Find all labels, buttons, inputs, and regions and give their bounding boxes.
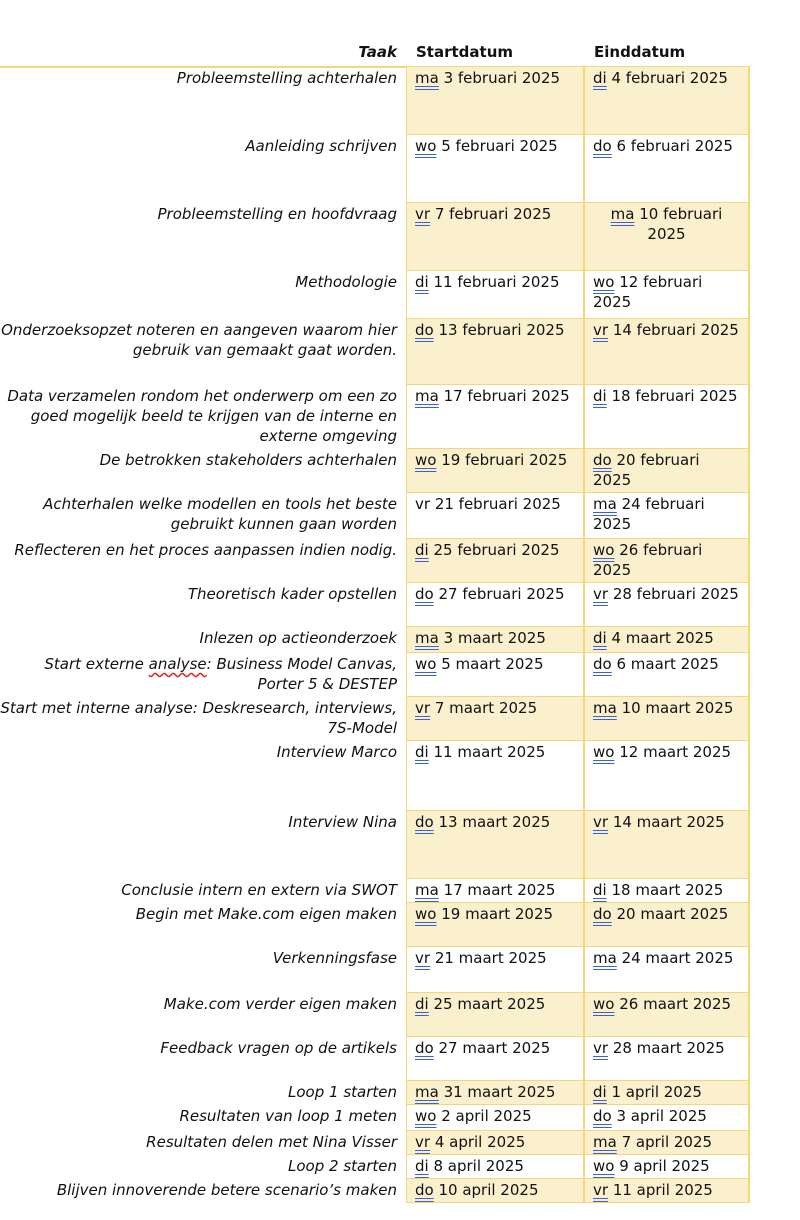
end-date: 24 februari 2025 — [593, 495, 705, 533]
task-cell[interactable]: Onderzoeksopzet noteren en aangeven waarom hier gebruik van gemaakt gaat worden. — [1, 321, 397, 359]
end-date-cell[interactable] — [583, 1155, 750, 1179]
start-date: 17 februari 2025 — [438, 387, 570, 405]
table-row — [0, 1037, 750, 1081]
end-day: do — [593, 905, 612, 923]
end-date-cell[interactable] — [583, 135, 750, 203]
end-date: 10 februari 2025 — [634, 205, 723, 243]
start-date: 11 februari 2025 — [428, 273, 560, 291]
end-date-cell[interactable] — [583, 1037, 750, 1081]
start-day: wo — [415, 137, 437, 155]
start-date-cell[interactable] — [406, 1105, 584, 1131]
header-einddatum: Einddatum — [594, 43, 686, 61]
task-cell[interactable]: De betrokken stakeholders achterhalen — [99, 451, 397, 469]
start-date: 27 maart 2025 — [433, 1039, 551, 1057]
task-cell[interactable]: Interview Nina — [288, 813, 397, 831]
table-row — [0, 697, 750, 741]
end-date: 26 februari 2025 — [593, 541, 703, 579]
table-row — [0, 627, 750, 653]
end-day: do — [593, 655, 612, 673]
start-date-cell[interactable] — [406, 811, 584, 879]
end-date: 14 februari 2025 — [608, 321, 739, 339]
end-date: 20 maart 2025 — [611, 905, 729, 923]
end-day: vr — [593, 585, 609, 603]
task-cell[interactable]: Loop 2 starten — [288, 1157, 397, 1175]
start-day: di — [415, 541, 429, 559]
end-date: 7 april 2025 — [616, 1133, 713, 1151]
table-row — [0, 203, 750, 271]
start-date: 25 maart 2025 — [428, 995, 546, 1013]
start-date-cell[interactable] — [406, 1131, 584, 1155]
task-cell[interactable]: Start externe analyse: Business Model Canvas, Porter 5 & DESTEP — [44, 655, 397, 693]
start-date: 27 februari 2025 — [433, 585, 565, 603]
task-cell[interactable]: Resultaten delen met Nina Visser — [146, 1133, 397, 1151]
start-date: 8 april 2025 — [428, 1157, 524, 1175]
end-date-cell[interactable] — [583, 811, 750, 879]
end-date-cell[interactable] — [583, 993, 750, 1037]
start-date-cell[interactable] — [406, 385, 584, 449]
table-row — [0, 879, 750, 903]
table-row — [0, 1105, 750, 1131]
task-cell[interactable]: Loop 1 starten — [288, 1083, 397, 1101]
table-row — [0, 539, 750, 583]
end-date-cell[interactable] — [583, 653, 750, 697]
task-cell[interactable]: Make.com verder eigen maken — [163, 995, 397, 1013]
start-date-cell[interactable] — [406, 583, 584, 627]
start-date: 11 maart 2025 — [428, 743, 546, 761]
table-row — [0, 135, 750, 203]
end-date-cell[interactable] — [583, 1081, 750, 1105]
end-date: 9 april 2025 — [614, 1157, 710, 1175]
start-day: do — [415, 1181, 434, 1199]
start-day: do — [415, 585, 434, 603]
end-date: 10 maart 2025 — [616, 699, 734, 717]
end-day: wo — [593, 995, 615, 1013]
start-date: 5 maart 2025 — [436, 655, 544, 673]
start-date: 7 februari 2025 — [430, 205, 552, 223]
end-date-cell[interactable] — [583, 493, 750, 539]
start-day: vr — [415, 699, 431, 717]
end-date-cell[interactable] — [583, 203, 750, 271]
end-date-cell[interactable] — [583, 1131, 750, 1155]
table-row — [0, 811, 750, 879]
start-day: di — [415, 273, 429, 291]
start-date-cell[interactable] — [406, 653, 584, 697]
header-task: Taak — [358, 43, 397, 61]
table-row — [0, 741, 750, 811]
end-day: ma — [593, 949, 617, 967]
start-date-cell[interactable] — [406, 539, 584, 583]
end-day: di — [593, 881, 607, 899]
end-date: 4 maart 2025 — [606, 629, 714, 647]
start-date: 5 februari 2025 — [436, 137, 558, 155]
table-row — [0, 1179, 750, 1203]
start-date: 21 maart 2025 — [430, 949, 547, 967]
task-cell[interactable]: Start met interne analyse: Deskresearch, interviews, 7S-Model — [0, 699, 397, 737]
start-date: 3 maart 2025 — [438, 629, 546, 647]
start-day: do — [415, 1039, 434, 1057]
end-date: 3 april 2025 — [611, 1107, 707, 1125]
task-cell[interactable]: Methodologie — [295, 273, 397, 291]
end-date-cell[interactable] — [583, 697, 750, 741]
start-date: 3 februari 2025 — [438, 69, 561, 87]
start-date-cell[interactable] — [406, 67, 584, 135]
start-date-cell[interactable] — [406, 203, 584, 271]
table-row — [0, 653, 750, 697]
end-day: vr — [593, 813, 609, 831]
end-date-cell[interactable] — [583, 1105, 750, 1131]
end-date: 6 maart 2025 — [611, 655, 719, 673]
start-day: do — [415, 321, 434, 339]
start-day: vr — [415, 1133, 431, 1151]
end-date: 4 februari 2025 — [606, 69, 728, 87]
start-date: 19 februari 2025 — [436, 451, 568, 469]
end-day: di — [593, 69, 607, 87]
task-cell[interactable]: Interview Marco — [276, 743, 397, 761]
end-date-cell[interactable] — [583, 583, 750, 627]
table-row — [0, 947, 750, 993]
start-date: 4 april 2025 — [430, 1133, 526, 1151]
end-date-cell[interactable] — [583, 903, 750, 947]
start-date-cell[interactable] — [406, 627, 584, 653]
start-day: ma — [415, 629, 439, 647]
end-day: ma — [593, 1133, 617, 1151]
end-day: vr — [593, 1039, 609, 1057]
start-day: vr — [415, 949, 431, 967]
start-date-cell[interactable] — [406, 741, 584, 811]
table-row — [0, 319, 750, 385]
end-date: 18 februari 2025 — [606, 387, 738, 405]
start-date-cell[interactable] — [406, 1037, 584, 1081]
start-date: 17 maart 2025 — [438, 881, 556, 899]
end-day: vr — [593, 321, 609, 339]
end-date-cell[interactable] — [583, 539, 750, 583]
start-date: 31 maart 2025 — [438, 1083, 556, 1101]
end-date-cell[interactable] — [583, 627, 750, 653]
end-day: do — [593, 1107, 612, 1125]
start-date-cell[interactable] — [406, 493, 584, 539]
start-date-cell[interactable] — [406, 271, 584, 319]
end-date-cell[interactable] — [583, 319, 750, 385]
end-day: ma — [593, 699, 617, 717]
start-date: 10 april 2025 — [433, 1181, 539, 1199]
task-cell[interactable]: Feedback vragen op de artikels — [160, 1039, 397, 1057]
task-cell[interactable]: Probleemstelling achterhalen — [176, 69, 397, 87]
start-day: di — [415, 995, 429, 1013]
task-cell[interactable]: Aanleiding schrijven — [245, 137, 397, 155]
start-day: di — [415, 1157, 429, 1175]
table-row — [0, 493, 750, 539]
start-date-cell[interactable] — [406, 135, 584, 203]
start-day: do — [415, 813, 434, 831]
task-cell[interactable]: Verkenningsfase — [272, 949, 397, 967]
end-date: 12 maart 2025 — [614, 743, 732, 761]
end-day: wo — [593, 541, 615, 559]
table-row — [0, 1155, 750, 1179]
start-date: 13 maart 2025 — [433, 813, 551, 831]
task-cell[interactable]: Begin met Make.com eigen maken — [135, 905, 397, 923]
task-cell[interactable]: Inlezen op actieonderzoek — [199, 629, 397, 647]
start-day: vr — [415, 205, 431, 223]
start-date-cell[interactable] — [406, 319, 584, 385]
table-row — [0, 385, 750, 449]
end-day: vr — [593, 1181, 609, 1199]
end-date: 11 april 2025 — [608, 1181, 713, 1199]
table-row — [0, 1131, 750, 1155]
start-day: ma — [415, 1083, 439, 1101]
end-date-cell[interactable] — [583, 449, 750, 493]
start-date-cell[interactable] — [406, 993, 584, 1037]
end-day: wo — [593, 743, 615, 761]
start-day: vr — [415, 495, 431, 513]
start-day: di — [415, 743, 429, 761]
start-date-cell[interactable] — [406, 1081, 584, 1105]
table-row — [0, 993, 750, 1037]
task-cell[interactable]: Data verzamelen rondom het onderwerp om een zo goed mogelijk beeld te krijgen van de interne en externe omgeving — [7, 387, 397, 445]
spellcheck-mark: analyse — [148, 655, 207, 673]
table-row — [0, 1081, 750, 1105]
start-day: wo — [415, 905, 437, 923]
task-cell[interactable]: Blijven innoverende betere scenario’s maken — [56, 1181, 397, 1199]
end-day: wo — [593, 273, 615, 291]
start-date: 7 maart 2025 — [430, 699, 538, 717]
start-date: 19 maart 2025 — [436, 905, 554, 923]
end-day: di — [593, 387, 607, 405]
end-date-cell[interactable] — [583, 385, 750, 449]
start-day: ma — [415, 881, 439, 899]
task-cell[interactable]: Resultaten van loop 1 meten — [179, 1107, 397, 1125]
start-date: 25 februari 2025 — [428, 541, 560, 559]
end-day: wo — [593, 1157, 615, 1175]
start-date-cell[interactable] — [406, 1179, 584, 1203]
end-date: 12 februari 2025 — [593, 273, 703, 311]
table-row — [0, 583, 750, 627]
end-date: 28 februari 2025 — [608, 585, 739, 603]
task-cell[interactable]: Reflecteren en het proces aanpassen indien nodig. — [14, 541, 397, 559]
end-date-cell[interactable] — [583, 947, 750, 993]
start-date: 21 februari 2025 — [430, 495, 561, 513]
start-date-cell[interactable] — [406, 947, 584, 993]
end-date: 14 maart 2025 — [608, 813, 725, 831]
task-cell[interactable]: Conclusie intern en extern via SWOT — [121, 881, 397, 899]
table-row — [0, 67, 750, 135]
start-day: wo — [415, 1107, 437, 1125]
end-date: 20 februari 2025 — [593, 451, 700, 489]
end-date: 6 februari 2025 — [611, 137, 733, 155]
table-row — [0, 449, 750, 493]
end-date-cell[interactable] — [583, 741, 750, 811]
end-date: 24 maart 2025 — [616, 949, 734, 967]
task-cell[interactable]: Achterhalen welke modellen en tools het beste gebruikt kunnen gaan worden — [43, 495, 397, 533]
task-cell[interactable]: Theoretisch kader opstellen — [187, 585, 397, 603]
end-day: ma — [593, 495, 617, 513]
end-day: di — [593, 629, 607, 647]
table-row — [0, 271, 750, 319]
start-date-cell[interactable] — [406, 697, 584, 741]
end-date-cell[interactable] — [583, 271, 750, 319]
end-date: 18 maart 2025 — [606, 881, 724, 899]
end-day: do — [593, 451, 612, 469]
end-date: 1 april 2025 — [606, 1083, 702, 1101]
start-date-cell[interactable] — [406, 903, 584, 947]
table-row — [0, 903, 750, 947]
start-date: 13 februari 2025 — [433, 321, 565, 339]
start-day: wo — [415, 451, 437, 469]
end-date-cell[interactable] — [583, 67, 750, 135]
start-date-cell[interactable] — [406, 879, 584, 903]
start-date: 2 april 2025 — [436, 1107, 532, 1125]
start-date-cell[interactable] — [406, 1155, 584, 1179]
start-day: ma — [415, 69, 439, 87]
end-date-cell[interactable] — [583, 1179, 750, 1203]
end-day: ma — [610, 205, 635, 223]
task-cell[interactable]: Probleemstelling en hoofdvraag — [157, 205, 397, 223]
header-startdatum: Startdatum — [416, 43, 514, 61]
start-date-cell[interactable] — [406, 449, 584, 493]
end-date-cell[interactable] — [583, 879, 750, 903]
end-date: 26 maart 2025 — [614, 995, 732, 1013]
end-day: di — [593, 1083, 607, 1101]
end-date: 28 maart 2025 — [608, 1039, 725, 1057]
start-day: ma — [415, 387, 439, 405]
start-day: wo — [415, 655, 437, 673]
end-day: do — [593, 137, 612, 155]
